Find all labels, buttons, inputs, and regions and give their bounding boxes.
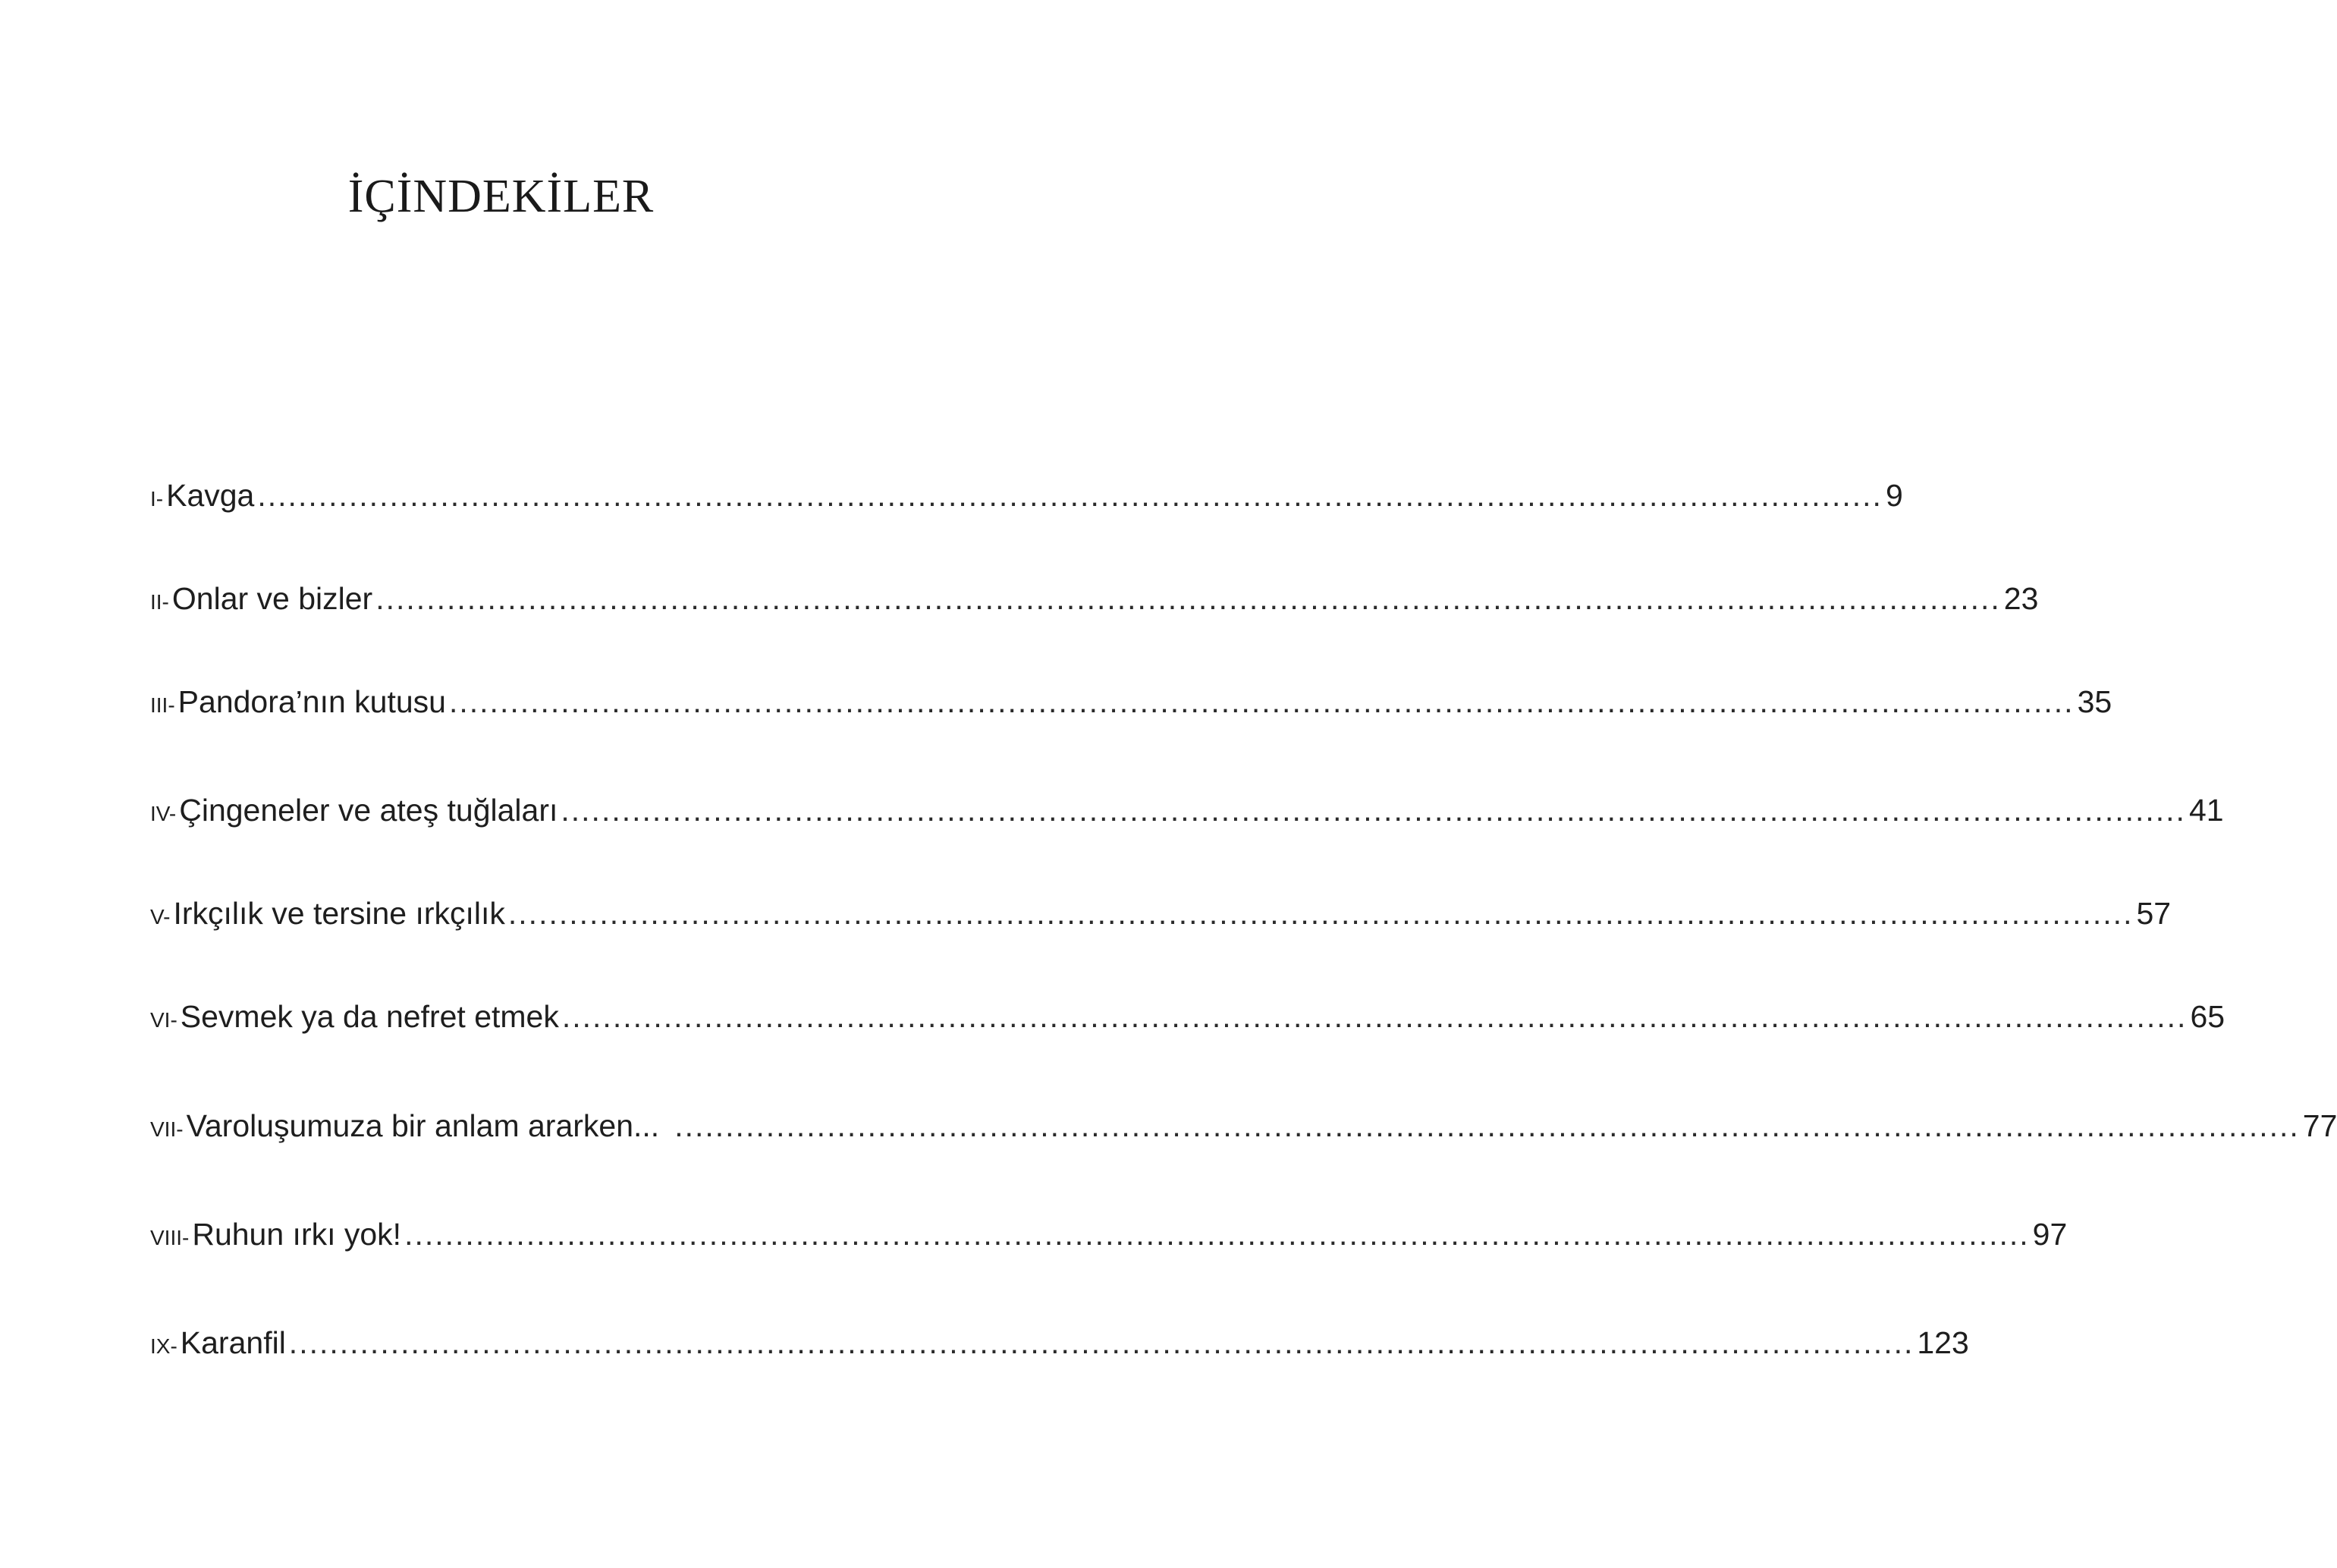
chapter-title: Sevmek ya da nefret etmek <box>180 999 559 1034</box>
chapter-title: Çingeneler ve ateş tuğlaları <box>179 793 558 828</box>
chapter-numeral: II- <box>150 590 169 614</box>
toc-entry[interactable] <box>150 478 1903 523</box>
chapter-title: Onlar ve bizler <box>171 581 373 616</box>
page-number: 77 <box>2302 1108 2337 1143</box>
page-number: 41 <box>2188 793 2224 828</box>
dot-leader: ................................................................................................................................................................ <box>375 581 2001 616</box>
chapter-numeral: I- <box>150 487 164 511</box>
chapter-title: Karanfil <box>180 1325 286 1360</box>
page-number: 65 <box>2190 999 2225 1034</box>
chapter-numeral: VIII- <box>150 1226 190 1249</box>
toc-entry[interactable] <box>150 581 2039 627</box>
chapter-numeral: VI- <box>150 1008 177 1032</box>
chapter-numeral: III- <box>150 693 175 717</box>
toc-entry[interactable] <box>150 999 2225 1045</box>
toc-entry[interactable] <box>150 793 2224 838</box>
page-number: 35 <box>2077 684 2112 719</box>
page-number: 23 <box>2003 581 2039 616</box>
toc-entry[interactable] <box>150 896 2172 941</box>
chapter-numeral: IV- <box>150 802 177 825</box>
page-number: 123 <box>1917 1325 1969 1360</box>
dot-leader: ................................................................................................................................................................ <box>288 1325 1915 1360</box>
dot-leader: ................................................................................................................................................................ <box>404 1217 2030 1252</box>
dot-leader: ................................................................................................................................................................ <box>674 1108 2300 1143</box>
toc-entry[interactable] <box>150 1217 2068 1262</box>
page-number: 57 <box>2136 896 2172 931</box>
page-number: 97 <box>2032 1217 2068 1252</box>
chapter-title: Pandora’nın kutusu <box>177 684 446 719</box>
chapter-title: Irkçılık ve tersine ırkçılık <box>173 896 505 931</box>
dot-leader: ................................................................................................................................................................ <box>448 684 2075 719</box>
chapter-title: Ruhun ırkı yok! <box>192 1217 402 1252</box>
dot-leader: ................................................................................................................................................................ <box>561 999 2188 1034</box>
page-title: İÇİNDEKİLER <box>347 171 655 222</box>
toc-entry[interactable] <box>150 1108 2337 1154</box>
chapter-title: Kavga <box>166 478 255 513</box>
dot-leader: ................................................................................................................................................................ <box>257 478 1883 513</box>
toc-entry[interactable] <box>150 684 2112 730</box>
toc-entry[interactable] <box>150 1325 1969 1371</box>
page-number: 9 <box>1885 478 1903 513</box>
dot-leader: ................................................................................................................................................................ <box>507 896 2134 931</box>
chapter-title: Varoluşumuza bir anlam ararken... <box>186 1108 660 1143</box>
chapter-numeral: IX- <box>150 1334 177 1358</box>
chapter-numeral: VII- <box>150 1117 184 1141</box>
dot-leader: ................................................................................................................................................................ <box>561 793 2186 828</box>
chapter-numeral: V- <box>150 905 171 929</box>
